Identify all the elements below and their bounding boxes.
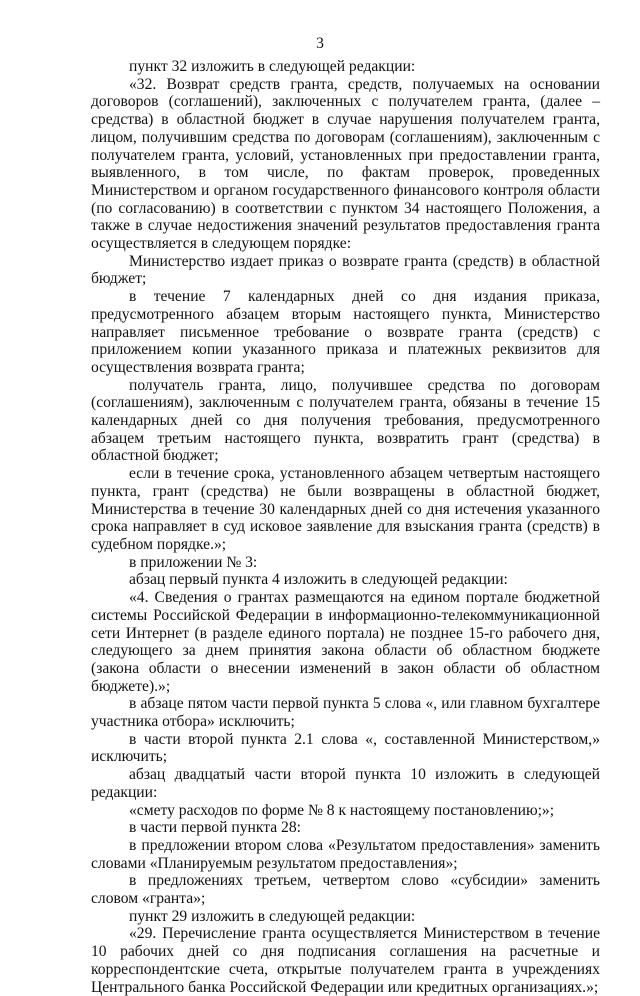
paragraph-17: пункт 29 изложить в следующей редакции: <box>129 907 416 925</box>
paragraph-10: в абзаце пятом части первой пункта 5 слова «, или главном бухгалтере участника отбора» исключить; <box>91 695 600 731</box>
paragraph-6: если в течение срока, установленного абзацем четвертым настоящего пункта, грант (средства) не были возвращены в областной бюджет, Министерства в течение 30 календарных дней со дня истечения указанного срока направляет в суд исковое заявление для взыскания гранта (средств) в судебном порядке.»; <box>91 465 600 553</box>
paragraph-16: в предложениях третьем, четвертом слово «субсидии» заменить словом «гранта»; <box>91 872 600 908</box>
paragraph-14: в части первой пункта 28: <box>129 819 301 837</box>
paragraph-1: пункт 32 изложить в следующей редакции: <box>129 58 416 75</box>
paragraph-3: Министерство издает приказ о возврате гранта (средств) в областной бюджет; <box>91 252 600 288</box>
paragraph-9: «4. Сведения о грантах размещаются на едином портале бюджетной системы Российской Федерации в информационно-телекоммуникационной сети Интернет (в разделе единого портала) не позднее 15-го рабочего дня, следующего за днем принятия закона области об областном бюджете (закона области о внесении изменений в закон области об областном бюджете).»; <box>91 589 600 695</box>
page-number: 3 <box>316 35 324 52</box>
document-body <box>91 58 600 996</box>
paragraph-18: «29. Перечисление гранта осуществляется Министерством в течение 10 рабочих дней со дня подписания соглашения на расчетные и корреспондентские счета, открытые получателем гранта в учреждениях Центрального банка Российской Федерации или кредитных организациях.»; <box>91 925 600 996</box>
paragraph-7: в приложении № 3: <box>129 553 258 571</box>
paragraph-11: в части второй пункта 2.1 слова «, составленной Министерством,» исключить; <box>91 730 600 766</box>
paragraph-8: абзац первый пункта 4 изложить в следующей редакции: <box>129 571 508 589</box>
paragraph-15: в предложении втором слова «Результатом предоставления» заменить словами «Планируемым результатом предоставления»; <box>91 836 600 872</box>
paragraph-4: в течение 7 календарных дней со дня издания приказа, предусмотренного абзацем вторым настоящего пункта, Министерство направляет письменное требование о возврате гранта (средств) с приложением копии указанного приказа и платежных реквизитов для осуществления возврата гранта; <box>91 288 600 376</box>
paragraph-13: «смету расходов по форме № 8 к настоящему постановлению;»; <box>129 801 555 819</box>
paragraph-2: «32. Возврат средств гранта, средств, получаемых на основании договоров (соглашений), заключенных с получателем гранта, (далее – средства) в областной бюджет в случае нарушения получателем гранта, лицом, получившим средства по договорам (соглашениям), заключенным с получателем гранта, условий, установленных при предоставлении гранта, выявленного, в том числе, по фактам проверок, проведенных Министерством и органом государственного финансового контроля области (по согласованию) в соответствии с пунктом 34 настоящего Положения, а также в случае недостижения значений результатов предоставления гранта осуществляется в следующем порядке: <box>91 75 600 253</box>
paragraph-5: получатель гранта, лицо, получившее средства по договорам (соглашениям), заключенным с получателем гранта, обязаны в течение 15 календарных дней со дня получения требования, предусмотренного абзацем третьим настоящего пункта, возвратить грант (средства) в областной бюджет; <box>91 376 600 465</box>
paragraph-12: абзац двадцатый части второй пункта 10 изложить в следующей редакции: <box>91 766 600 801</box>
